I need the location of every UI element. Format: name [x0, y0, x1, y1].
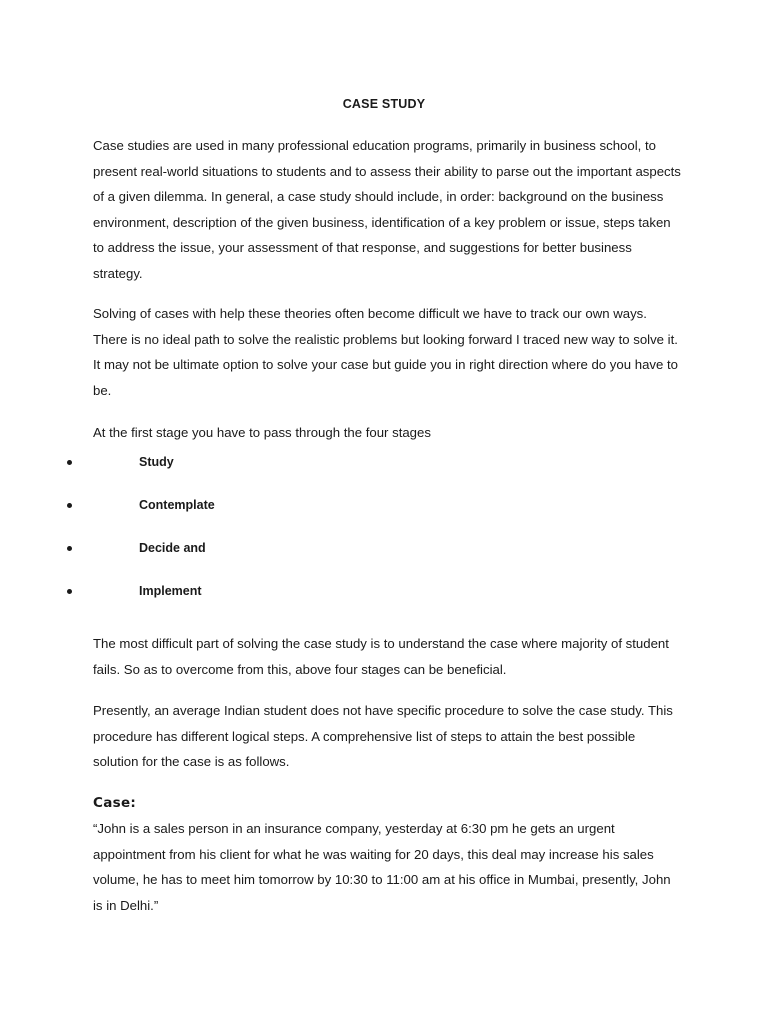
bullet-icon — [67, 546, 72, 551]
list-item — [0, 495, 768, 538]
paragraph-procedure: Presently, an average Indian student does not have specific procedure to solve the case study. This procedure has different logical steps. A comprehensive list of steps to attain the best possible solution for the case is as follows. — [93, 703, 673, 769]
list-item — [0, 538, 768, 581]
bullet-icon — [67, 460, 72, 465]
paragraph-difficult-part: The most difficult part of solving the case study is to understand the case where majority of student fails. So as to overcome from this, above four stages can be beneficial. — [93, 636, 669, 677]
stage-label: Study — [139, 455, 174, 469]
stage-label: Contemplate — [139, 498, 215, 512]
list-item — [0, 581, 768, 624]
paragraph-solving-cases: Solving of cases with help these theories often become difficult we have to track our own ways. There is no ideal path to solve the realistic problems but looking forward I traced new way to solve it. It may not be ultimate option to solve your case but guide you in right direction where do you have to be. — [93, 306, 678, 398]
paragraph-intro: Case studies are used in many professional education programs, primarily in business school, to present real-world situations to students and to assess their ability to parse out the important aspects of a given dilemma. In general, a case study should include, in order: background on the business environment, description of the given business, identification of a key problem or issue, steps taken to address the issue, your assessment of that response, and suggestions for better business strategy. — [93, 138, 681, 281]
case-text: “John is a sales person in an insurance company, yesterday at 6:30 pm he gets an urgent appointment from his client for what he was waiting for 20 days, this deal may increase his sales volume, he has to meet him tomorrow by 10:30 to 11:00 am at his office in Mumbai, presently, John is in Delhi.” — [93, 821, 671, 914]
bullet-icon — [67, 589, 72, 594]
document-title: CASE STUDY — [342, 97, 426, 111]
paragraph-first-stage: At the first stage you have to pass through the four stages — [93, 425, 431, 440]
stage-label: Decide and — [139, 541, 206, 555]
list-item — [0, 452, 768, 495]
stages-list — [0, 452, 768, 624]
bullet-icon — [67, 503, 72, 508]
stage-label: Implement — [139, 584, 202, 598]
case-heading: Case: — [93, 795, 137, 811]
